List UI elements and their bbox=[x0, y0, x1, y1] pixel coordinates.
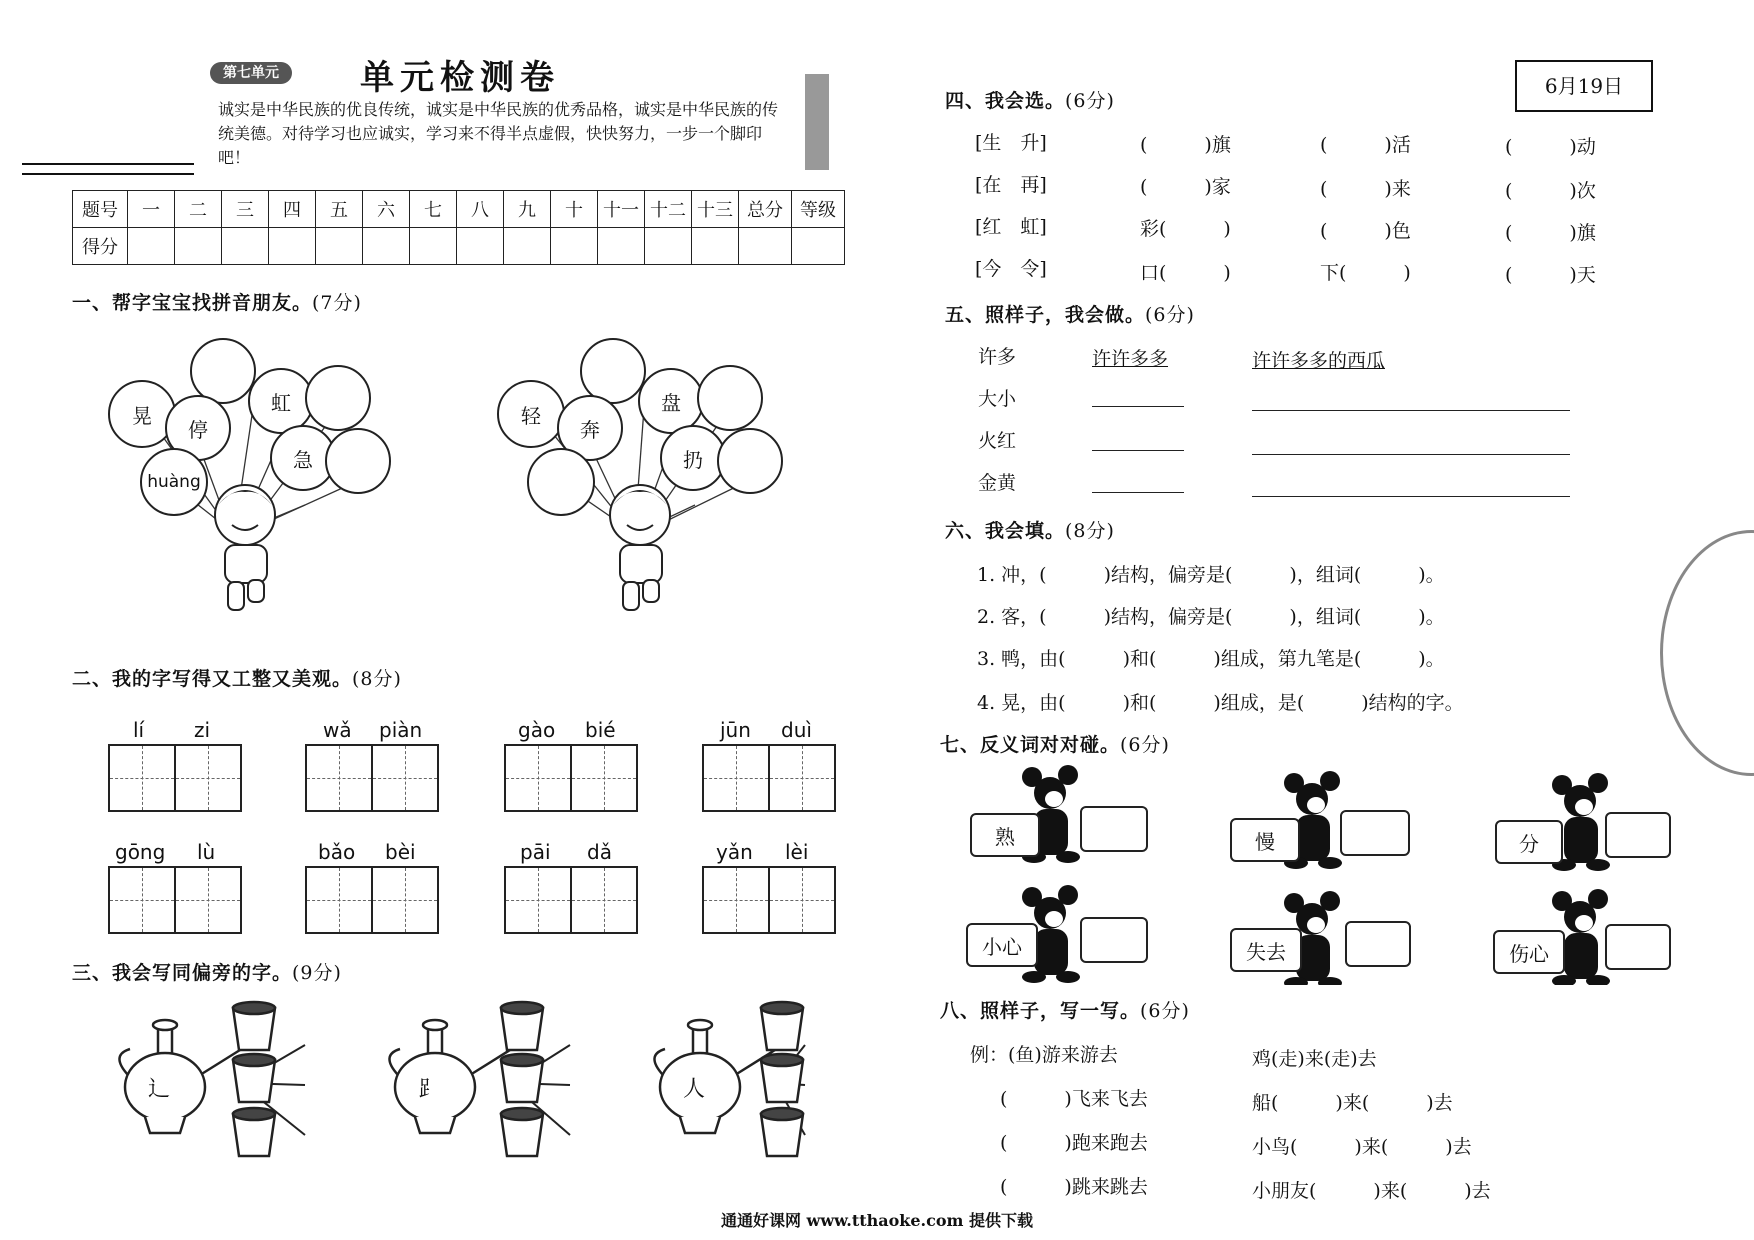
item-word: 火红 bbox=[978, 430, 1017, 452]
score-header-cell: 等级 bbox=[792, 191, 845, 228]
pinyin: wǎ bbox=[323, 718, 352, 742]
write-example: 鸡(走)来(走)去 bbox=[1252, 1048, 1377, 1070]
score-header-cell: 七 bbox=[410, 191, 457, 228]
section-3-title bbox=[72, 958, 342, 985]
score-header-row bbox=[73, 191, 845, 228]
writing-grid[interactable] bbox=[504, 744, 638, 812]
choice-pair: [生 升] bbox=[975, 132, 1047, 154]
pinyin: lèi bbox=[785, 840, 809, 864]
balloon: 停 bbox=[165, 395, 231, 461]
section-5-title bbox=[945, 300, 1195, 327]
radical-label: 人 bbox=[683, 1077, 706, 1102]
antonym-answer-box[interactable] bbox=[1080, 806, 1148, 852]
section-4-points: (6分) bbox=[1065, 90, 1115, 112]
pinyin: gào bbox=[518, 718, 556, 742]
score-table bbox=[72, 190, 845, 265]
score-input-cell[interactable] bbox=[645, 228, 692, 265]
unit-badge: 第七单元 bbox=[210, 62, 292, 84]
antonym-answer-box[interactable] bbox=[1340, 810, 1410, 856]
antonym-answer-box[interactable] bbox=[1605, 812, 1671, 858]
score-input-cell[interactable] bbox=[504, 228, 551, 265]
date-label: 6月19日 bbox=[1515, 60, 1653, 112]
stamp-mark bbox=[1660, 530, 1754, 776]
choice-blank[interactable]: ( )旗 bbox=[1140, 134, 1231, 156]
score-header-cell: 三 bbox=[222, 191, 269, 228]
choice-blank[interactable]: 口( ) bbox=[1140, 262, 1231, 284]
choice-blank[interactable]: ( )色 bbox=[1320, 220, 1411, 242]
score-input-cell[interactable] bbox=[222, 228, 269, 265]
score-header-cell: 五 bbox=[316, 191, 363, 228]
section-6-points: (8分) bbox=[1065, 520, 1115, 542]
write-blank[interactable]: 小鸟( )来( )去 bbox=[1252, 1136, 1472, 1158]
pinyin: dǎ bbox=[587, 840, 612, 864]
balloon: 扔 bbox=[660, 425, 726, 491]
section-1-points: (7分) bbox=[312, 292, 362, 314]
write-blank[interactable]: 船( )来( )去 bbox=[1252, 1092, 1453, 1114]
score-input-cell[interactable] bbox=[175, 228, 222, 265]
pinyin: bèi bbox=[385, 840, 416, 864]
fill-line[interactable]: 4. 晃，由( )和( )组成，是( )结构的字。 bbox=[977, 692, 1464, 714]
section-5-points: (6分) bbox=[1145, 304, 1195, 326]
choice-blank[interactable]: ( )活 bbox=[1320, 134, 1411, 156]
section-3-heading: 三、我会写同偏旁的字。 bbox=[72, 962, 293, 984]
score-header-cell: 二 bbox=[175, 191, 222, 228]
antonym-answer-box[interactable] bbox=[1080, 917, 1148, 963]
balloon bbox=[697, 365, 763, 431]
score-input-cell[interactable] bbox=[128, 228, 175, 265]
choice-blank[interactable]: ( )次 bbox=[1505, 180, 1596, 202]
score-header-cell: 十一 bbox=[598, 191, 645, 228]
write-blank[interactable]: 小朋友( )来( )去 bbox=[1252, 1180, 1491, 1202]
choice-blank[interactable]: ( )来 bbox=[1320, 178, 1411, 200]
balloon: huàng bbox=[140, 448, 208, 516]
antonym-word: 伤心 bbox=[1493, 930, 1565, 974]
section-4-heading: 四、我会选。 bbox=[945, 90, 1066, 112]
score-row-label: 得分 bbox=[73, 228, 128, 265]
page-title: 单元检测卷 bbox=[360, 58, 560, 98]
score-input-cell[interactable] bbox=[598, 228, 645, 265]
answer-line[interactable] bbox=[1092, 450, 1184, 451]
choice-pair: [红 虹] bbox=[975, 216, 1047, 238]
score-input-cell[interactable] bbox=[269, 228, 316, 265]
answer-line[interactable] bbox=[1252, 410, 1570, 411]
divider bbox=[22, 163, 194, 175]
score-header-cell: 题号 bbox=[73, 191, 128, 228]
choice-blank[interactable]: 下( ) bbox=[1320, 262, 1411, 284]
section-7-title bbox=[940, 730, 1170, 757]
antonym-word: 小心 bbox=[966, 923, 1038, 967]
section-7-points: (6分) bbox=[1120, 734, 1170, 756]
writing-grid[interactable] bbox=[305, 866, 439, 934]
balloon: 虹 bbox=[248, 368, 314, 434]
pinyin: pāi bbox=[520, 840, 551, 864]
balloon: 轻 bbox=[497, 380, 565, 448]
section-8-points: (6分) bbox=[1140, 1000, 1190, 1022]
score-header-cell: 十二 bbox=[645, 191, 692, 228]
pinyin: bié bbox=[585, 718, 616, 742]
pinyin: lù bbox=[197, 840, 216, 864]
section-4-title bbox=[945, 86, 1115, 113]
section-6-heading: 六、我会填。 bbox=[945, 520, 1066, 542]
writing-grid[interactable] bbox=[305, 744, 439, 812]
write-blank[interactable]: ( )跳来跳去 bbox=[1000, 1176, 1148, 1198]
section-1-title bbox=[72, 288, 362, 315]
cup-illustrations bbox=[225, 1000, 815, 1170]
score-input-cell[interactable] bbox=[363, 228, 410, 265]
writing-grid[interactable] bbox=[108, 866, 242, 934]
decorative-bar bbox=[805, 74, 829, 170]
score-input-cell[interactable] bbox=[410, 228, 457, 265]
balloon: 盘 bbox=[638, 368, 704, 434]
radical-label: 辶 bbox=[148, 1077, 171, 1102]
item-word: 金黄 bbox=[978, 472, 1017, 494]
antonym-answer-box[interactable] bbox=[1345, 921, 1411, 967]
antonym-word: 失去 bbox=[1230, 928, 1302, 972]
pinyin: duì bbox=[781, 718, 812, 742]
choice-pair: [在 再] bbox=[975, 174, 1047, 196]
example-phrase: 许许多多的西瓜 bbox=[1252, 350, 1386, 372]
score-header-cell: 一 bbox=[128, 191, 175, 228]
fill-line[interactable]: 3. 鸭，由( )和( )组成，第九笔是( )。 bbox=[977, 648, 1445, 670]
section-8-title bbox=[940, 996, 1190, 1023]
choice-blank[interactable]: ( )动 bbox=[1505, 136, 1596, 158]
writing-grid[interactable] bbox=[504, 866, 638, 934]
answer-line[interactable] bbox=[1092, 492, 1184, 493]
writing-grid[interactable] bbox=[702, 744, 836, 812]
footer-credit: 通通好课网 www.tthaoke.com 提供下载 bbox=[720, 1211, 1034, 1230]
balloon: 奔 bbox=[557, 395, 623, 461]
score-header-cell: 十 bbox=[551, 191, 598, 228]
section-7-heading: 七、反义词对对碰。 bbox=[940, 734, 1121, 756]
section-3-points: (9分) bbox=[292, 962, 342, 984]
score-input-cell[interactable] bbox=[551, 228, 598, 265]
choice-blank[interactable]: 彩( ) bbox=[1140, 218, 1231, 240]
section-2-points: (8分) bbox=[352, 668, 402, 690]
section-8-heading: 八、照样子，写一写。 bbox=[940, 1000, 1141, 1022]
score-header-cell: 八 bbox=[457, 191, 504, 228]
radical-label: ⻊ bbox=[418, 1077, 441, 1102]
antonym-word: 分 bbox=[1495, 820, 1563, 864]
pinyin: gōng bbox=[115, 840, 166, 864]
writing-grid[interactable] bbox=[108, 744, 242, 812]
intro-text: 诚实是中华民族的优良传统，诚实是中华民族的优秀品格，诚实是中华民族的传统美德。对待学习也应诚实，学习来不得半点虚假，快快努力，一步一个脚印吧！ bbox=[218, 100, 779, 167]
choice-blank[interactable]: ( )家 bbox=[1140, 176, 1231, 198]
balloon: 晃 bbox=[108, 380, 176, 448]
score-value-row bbox=[73, 228, 845, 265]
score-input-cell[interactable] bbox=[792, 228, 845, 265]
score-header-cell: 九 bbox=[504, 191, 551, 228]
score-input-cell[interactable] bbox=[457, 228, 504, 265]
choice-blank[interactable]: ( )天 bbox=[1505, 264, 1596, 286]
pinyin: yǎn bbox=[716, 840, 753, 864]
antonym-word: 慢 bbox=[1230, 818, 1300, 862]
balloon bbox=[717, 428, 783, 494]
pinyin: piàn bbox=[379, 718, 423, 742]
pinyin: zi bbox=[194, 718, 211, 742]
pinyin: bǎo bbox=[318, 840, 356, 864]
score-header-cell: 六 bbox=[363, 191, 410, 228]
score-header-cell: 十三 bbox=[692, 191, 739, 228]
section-2-title bbox=[72, 664, 402, 691]
score-input-cell[interactable] bbox=[316, 228, 363, 265]
write-example: 例：(鱼)游来游去 bbox=[970, 1044, 1118, 1066]
section-1-heading: 一、帮字宝宝找拼音朋友。 bbox=[72, 292, 313, 314]
antonym-answer-box[interactable] bbox=[1605, 924, 1671, 970]
section-6-title bbox=[945, 516, 1115, 543]
answer-line[interactable] bbox=[1252, 454, 1570, 455]
balloon bbox=[527, 448, 595, 516]
score-header-cell: 总分 bbox=[739, 191, 792, 228]
write-blank[interactable]: ( )飞来飞去 bbox=[1000, 1088, 1148, 1110]
fill-line[interactable]: 1. 冲，( )结构，偏旁是( )，组词( )。 bbox=[977, 564, 1445, 586]
antonym-word: 熟 bbox=[970, 813, 1040, 857]
pinyin: lí bbox=[133, 718, 145, 742]
answer-line[interactable] bbox=[1092, 406, 1184, 407]
choice-pair: [今 令] bbox=[975, 258, 1047, 280]
choice-blank[interactable]: ( )旗 bbox=[1505, 222, 1596, 244]
example-word: 许多 bbox=[978, 346, 1017, 368]
score-input-cell[interactable] bbox=[739, 228, 792, 265]
writing-grid[interactable] bbox=[702, 866, 836, 934]
balloon bbox=[305, 365, 371, 431]
item-word: 大小 bbox=[978, 388, 1017, 410]
balloon bbox=[325, 428, 391, 494]
example-answer: 许许多多 bbox=[1092, 348, 1169, 370]
answer-line[interactable] bbox=[1252, 496, 1570, 497]
cup bbox=[233, 1002, 275, 1050]
score-input-cell[interactable] bbox=[692, 228, 739, 265]
score-header-cell: 四 bbox=[269, 191, 316, 228]
write-blank[interactable]: ( )跑来跑去 bbox=[1000, 1132, 1148, 1154]
section-5-heading: 五、照样子，我会做。 bbox=[945, 304, 1146, 326]
section-2-heading: 二、我的字写得又工整又美观。 bbox=[72, 668, 353, 690]
fill-line[interactable]: 2. 客，( )结构，偏旁是( )，组词( )。 bbox=[977, 606, 1445, 628]
pinyin: jūn bbox=[720, 718, 751, 742]
balloon: 急 bbox=[270, 425, 336, 491]
